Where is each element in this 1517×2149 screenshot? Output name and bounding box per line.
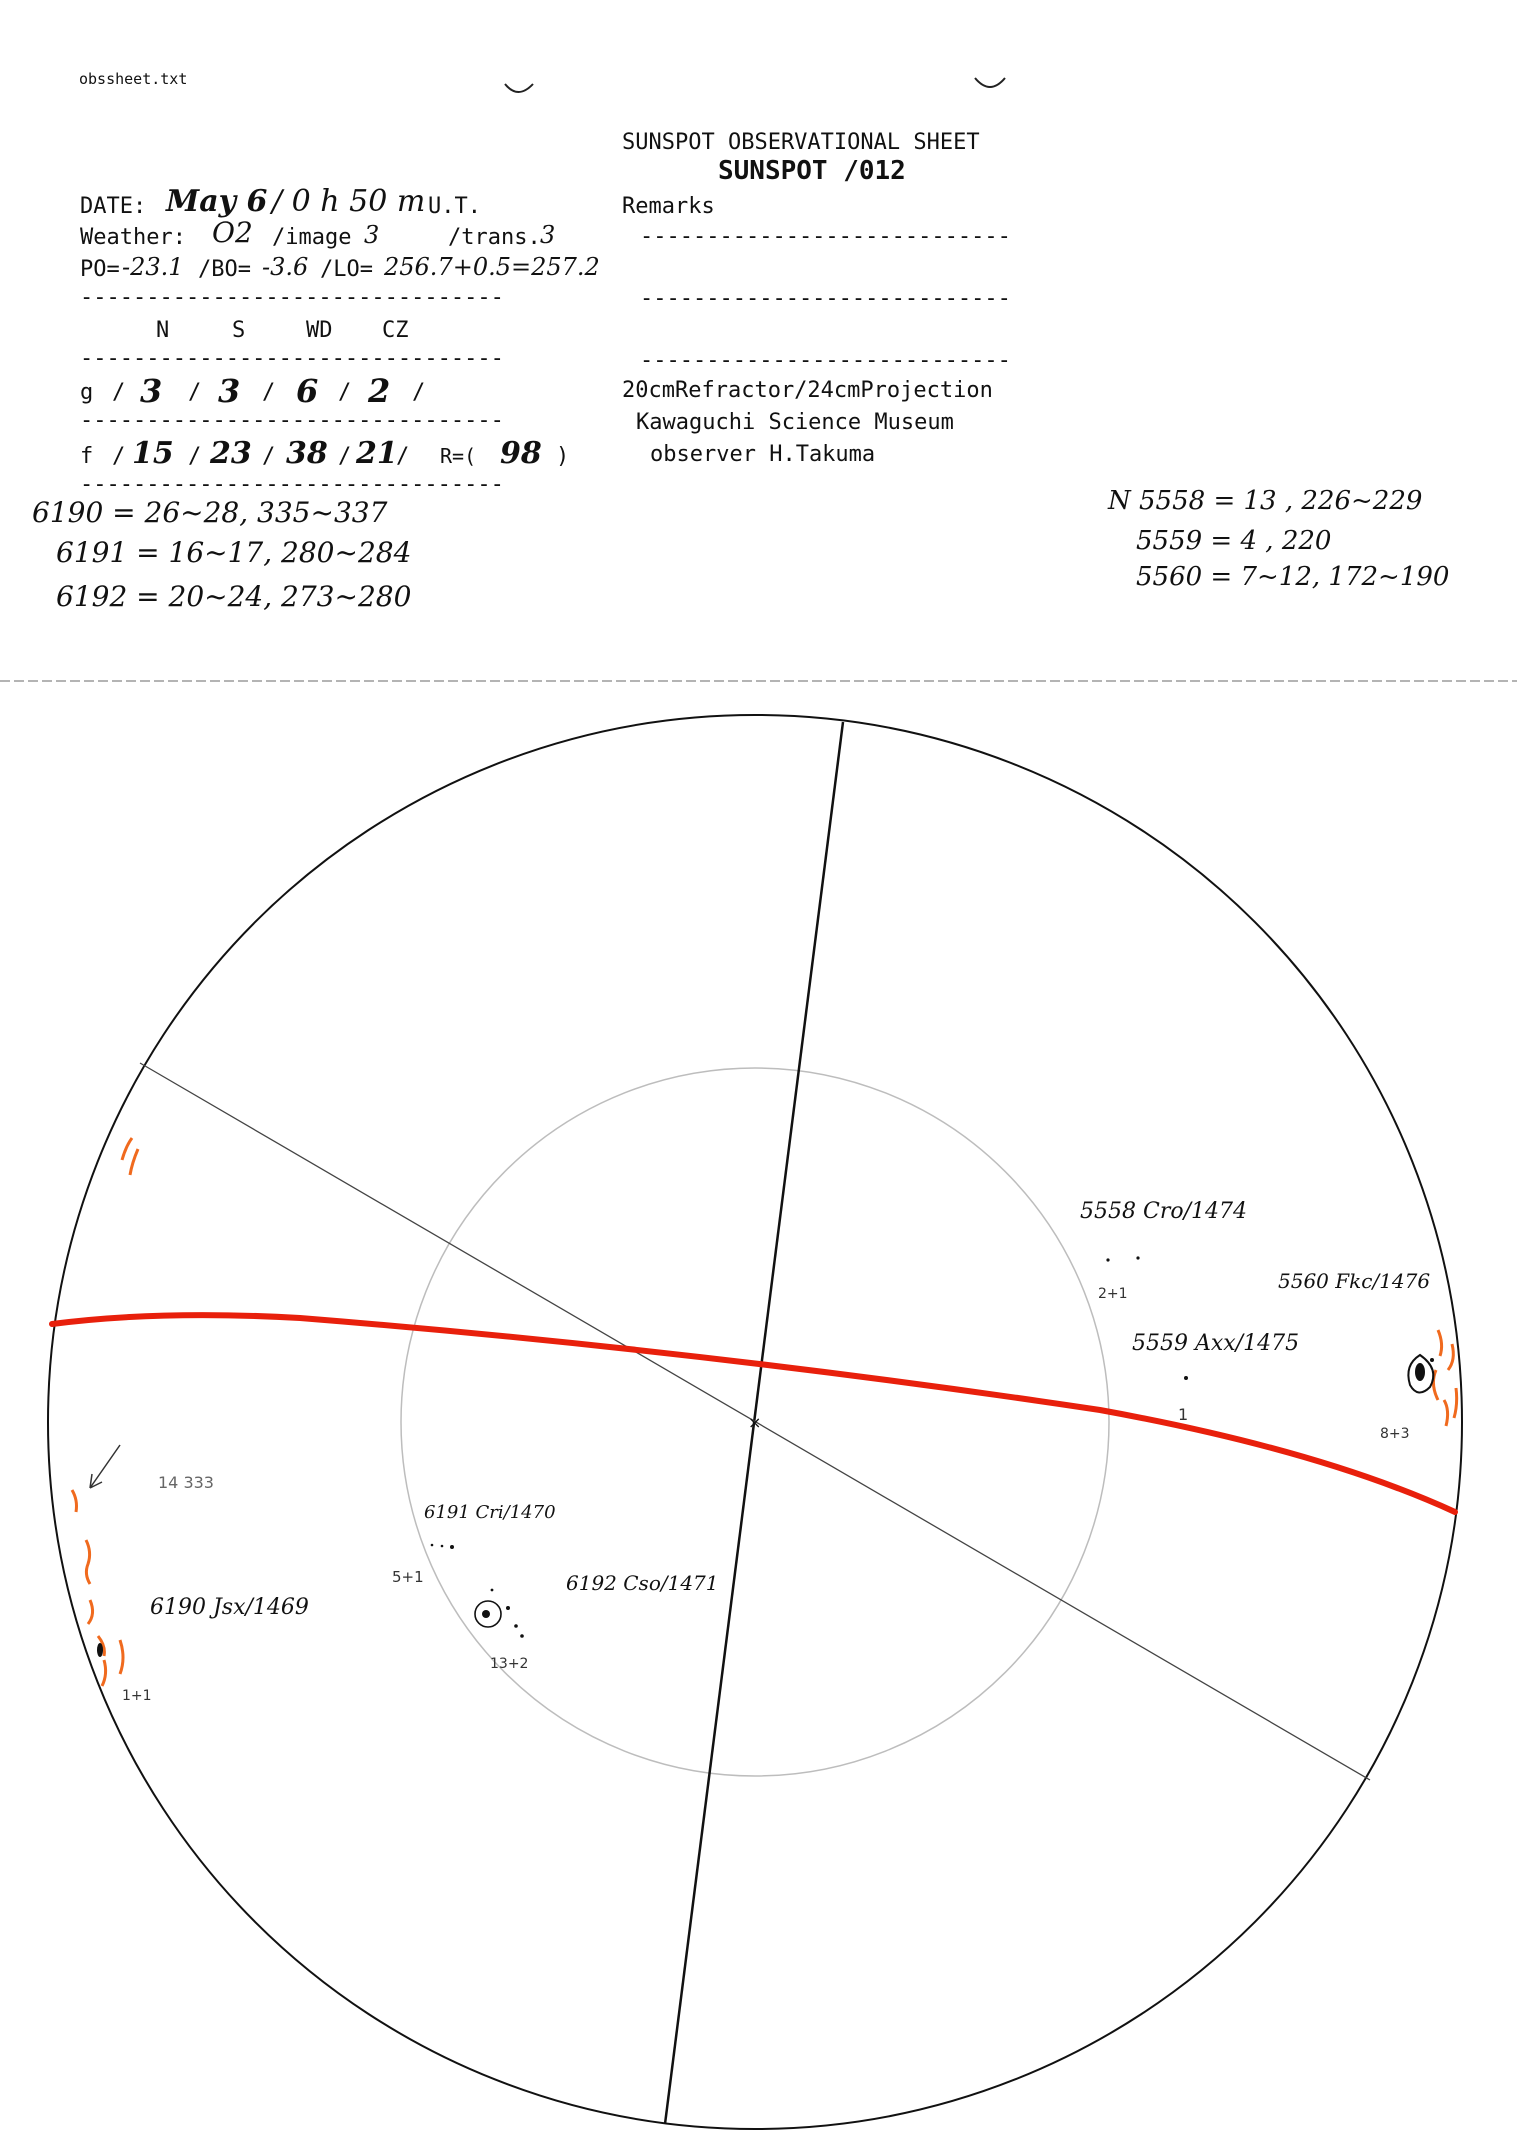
form-divider: --------------------------------: [80, 346, 504, 371]
form-divider: --------------------------------: [80, 472, 504, 497]
slash: /: [262, 380, 276, 405]
slash: /: [338, 444, 352, 469]
f-value-s: 23: [210, 436, 252, 471]
label-6192: 6192 Cso/1471: [566, 1571, 719, 1595]
slash: /: [412, 380, 426, 405]
slash: /: [338, 380, 352, 405]
sheet-number: SUNSPOT /012: [718, 156, 906, 186]
form-divider: --------------------------------: [80, 285, 504, 310]
col-header-s: S: [232, 318, 246, 343]
remarks-label: Remarks: [622, 194, 715, 219]
sunspot-group-6190: [97, 1643, 103, 1657]
bo-label: /BO=: [198, 257, 251, 282]
note-left-6191: 6191 = 16~17, 280~284: [56, 536, 412, 569]
lo-value: 256.7+0.5=257.2: [384, 253, 600, 281]
g-value-s: 3: [218, 372, 241, 410]
time-value: / 0 h 50 m: [272, 184, 426, 219]
po-value: -23.1: [122, 253, 184, 281]
filename-label: obssheet.txt: [79, 70, 188, 88]
weather-value: O2: [212, 216, 253, 249]
count-5558: 2+1: [1098, 1286, 1128, 1302]
note-left-6192: 6192 = 20~24, 273~280: [56, 580, 412, 613]
weather-label: Weather:: [80, 225, 186, 250]
sunspot-group-6192: [475, 1589, 524, 1638]
form-divider: --------------------------------: [80, 408, 504, 433]
image-value: 3: [364, 221, 380, 249]
remarks-line: ----------------------------: [640, 224, 1011, 249]
pointer-arrow: [90, 1445, 120, 1488]
count-5559: 1: [1178, 1405, 1189, 1424]
slash: /: [112, 380, 126, 405]
sheet-title: SUNSPOT OBSERVATIONAL SHEET: [622, 130, 980, 155]
center-mark: ×: [748, 1413, 762, 1432]
count-5560: 8+3: [1380, 1426, 1410, 1442]
r-label: R=(: [440, 444, 477, 468]
sunspot-group-5559: [1184, 1376, 1188, 1380]
g-value-n: 3: [140, 372, 163, 410]
slash: /: [262, 444, 276, 469]
label-5560: 5560 Fkc/1476: [1278, 1269, 1431, 1293]
time-unit: U.T.: [428, 194, 481, 219]
col-header-wd: WD: [306, 318, 333, 343]
image-label: /image: [272, 225, 352, 250]
note-right-5560: 5560 = 7~12, 172~190: [1136, 562, 1450, 592]
col-header-cz: CZ: [382, 318, 409, 343]
g-value-cz: 2: [368, 372, 391, 410]
note-left-6190: 6190 = 26~28, 335~337: [32, 496, 388, 529]
instrument-text: 20cmRefractor/24cmProjection: [622, 378, 993, 403]
count-6192: 13+2: [490, 1656, 529, 1672]
label-6191: 6191 Cri/1470: [424, 1502, 556, 1523]
f-value-cz: 21: [356, 436, 398, 471]
faculae-left-limb: [72, 1138, 138, 1686]
r-close: ): [556, 444, 570, 469]
count-6191: 5+1: [392, 1568, 424, 1586]
f-value-wd: 38: [286, 436, 328, 471]
note-right-5558: N 5558 = 13 , 226~229: [1108, 486, 1423, 516]
f-label: f: [80, 444, 94, 469]
slash: /: [188, 444, 202, 469]
observer-text: observer H.Takuma: [650, 442, 876, 467]
col-header-n: N: [156, 318, 170, 343]
faculae-right-limb: [1433, 1330, 1456, 1426]
location-text: Kawaguchi Science Museum: [636, 410, 954, 435]
sunspot-group-6191: [431, 1544, 454, 1549]
slash: /: [112, 444, 126, 469]
slash: /: [188, 380, 202, 405]
remarks-line: ----------------------------: [640, 286, 1011, 311]
punch-mark: [975, 78, 1005, 87]
bo-value: -3.6: [262, 253, 309, 281]
slash: /: [396, 444, 410, 469]
f-value-n: 15: [132, 436, 174, 471]
sunspot-group-5560: [1408, 1355, 1434, 1393]
label-5559: 5559 Axx/1475: [1132, 1331, 1300, 1356]
label-6190: 6190 Jsx/1469: [150, 1595, 309, 1620]
note-14-333: 14 333: [158, 1473, 214, 1492]
sunspot-group-5558: [1106, 1256, 1139, 1261]
punch-mark: [505, 84, 533, 92]
lo-label: /LO=: [320, 257, 373, 282]
po-label: PO=: [80, 257, 120, 282]
trans-label: /trans.: [448, 225, 541, 250]
g-label: g: [80, 380, 94, 405]
date-label: DATE:: [80, 194, 147, 219]
count-6190: 1+1: [122, 1688, 152, 1704]
date-value: May 6: [166, 184, 268, 219]
label-5558: 5558 Cro/1474: [1080, 1199, 1247, 1224]
note-right-5559: 5559 = 4 , 220: [1136, 526, 1332, 556]
g-value-wd: 6: [296, 372, 319, 410]
trans-value: 3: [540, 221, 556, 249]
r-value: 98: [500, 436, 542, 471]
remarks-line: ----------------------------: [640, 348, 1011, 373]
